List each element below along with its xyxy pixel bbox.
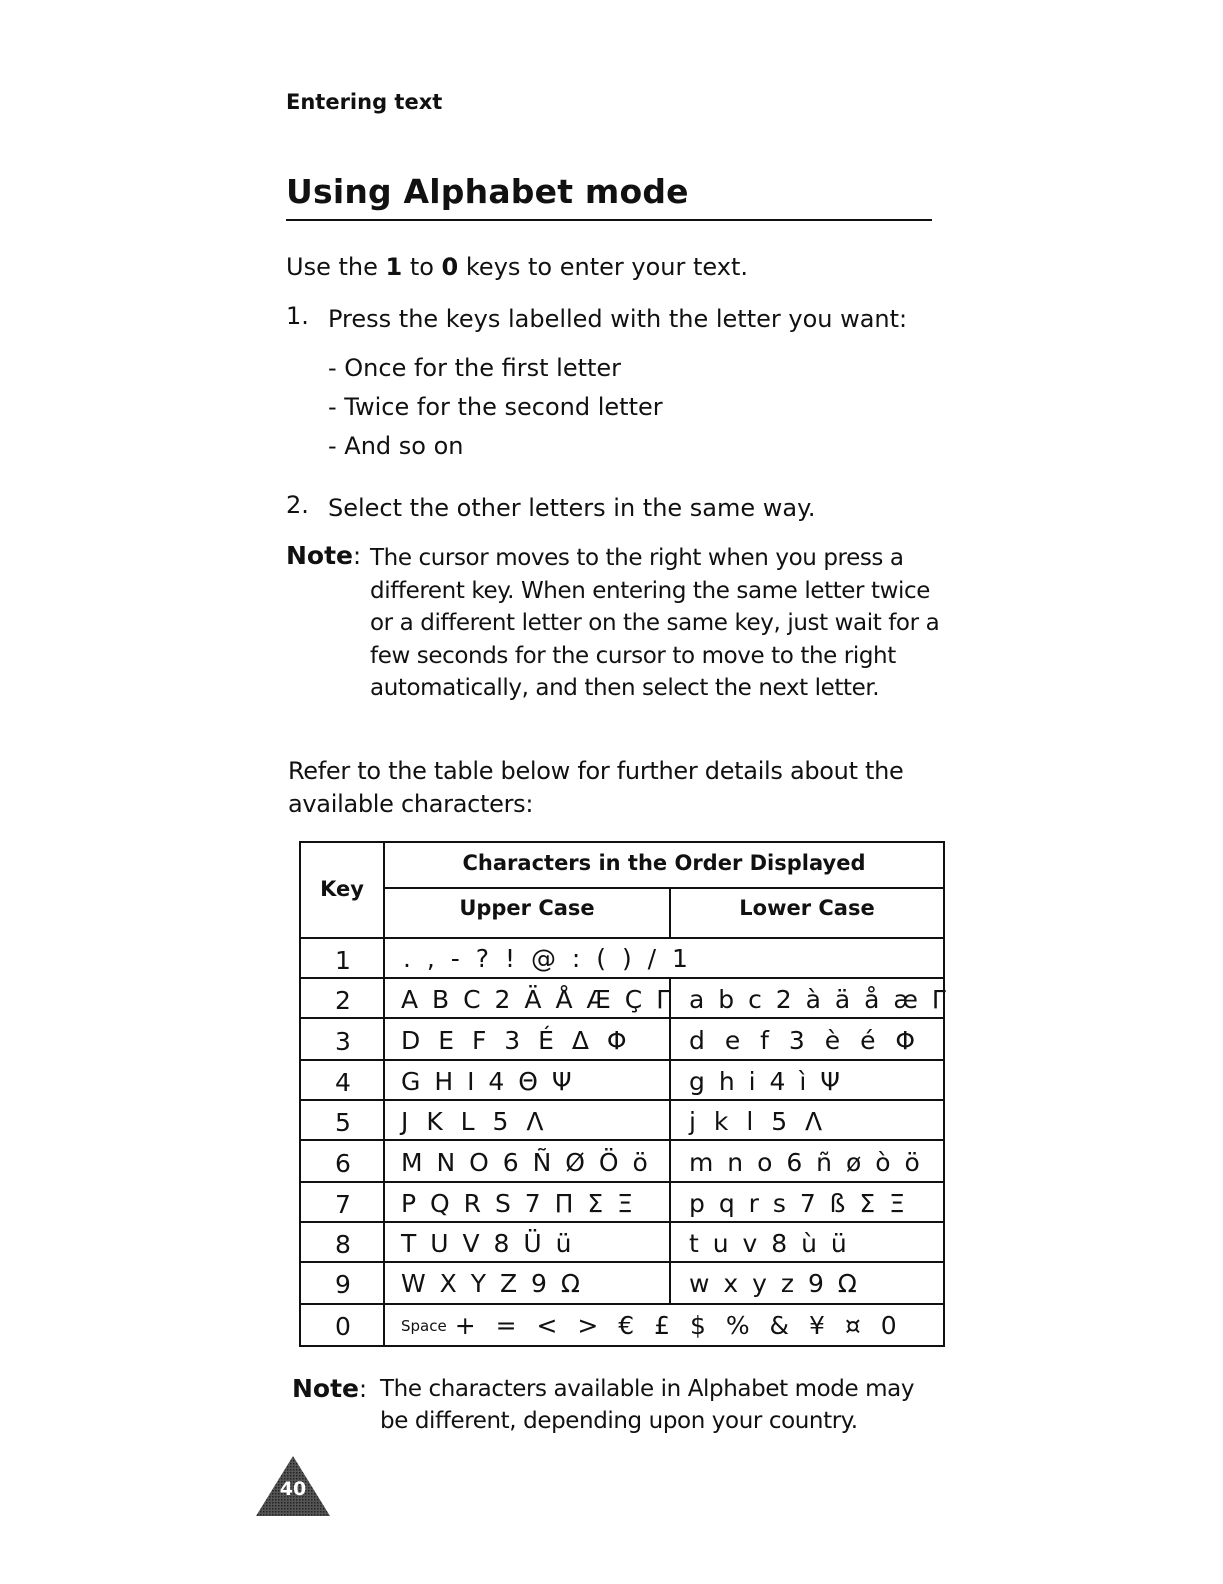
table-row-key: 3: [335, 1027, 351, 1056]
intro-text: Use the 1 to 0 keys to enter your text.: [286, 253, 748, 281]
table-row-key: 5: [335, 1108, 351, 1137]
section-label: Entering text: [286, 90, 443, 114]
page-number: 40: [279, 1478, 307, 1500]
upper-case-chars: W X Y Z 9 Ω: [401, 1269, 583, 1298]
table-row-key: 8: [335, 1230, 351, 1259]
lower-case-chars: a b c 2 à ä å æ Γ: [689, 985, 949, 1014]
table-row-key: 6: [335, 1149, 351, 1178]
lower-case-chars: g h i 4 ì Ψ: [689, 1067, 843, 1096]
lower-case-chars: t u v 8 ù ü: [689, 1229, 850, 1258]
lower-case-chars: p q r s 7 ß Σ Ξ: [689, 1189, 908, 1218]
refer-text: Refer to the table below for further details about the available characters:: [288, 757, 904, 818]
note-2-label: Note:: [292, 1374, 368, 1403]
step-2-text: Select the other letters in the same way.: [328, 494, 816, 522]
space-label: Space: [401, 1317, 447, 1335]
character-table: [299, 841, 949, 1347]
step-1-number: 1.: [286, 302, 309, 330]
page-number-badge: [254, 1454, 332, 1518]
upper-case-chars: P Q R S 7 Π Σ Ξ: [401, 1189, 636, 1218]
note-2-text: The characters available in Alphabet mode may be different, depending upon your country.: [380, 1376, 915, 1434]
key-0-label: 0: [441, 253, 459, 281]
header-characters: Characters in the Order Displayed: [462, 851, 866, 875]
bullet-item: - And so on: [328, 432, 464, 460]
table-row-key: 2: [335, 986, 351, 1015]
page-title: Using Alphabet mode: [286, 172, 689, 211]
table-row-key: 1: [335, 946, 351, 975]
table-row-chars: Space + = < > € £ $ % & ¥ ¤ 0: [401, 1311, 903, 1340]
lower-case-chars: d e f 3 è é Φ: [689, 1026, 922, 1055]
table-row-key: 7: [335, 1190, 351, 1219]
bullet-item: - Once for the first letter: [328, 354, 622, 382]
header-upper-case: Upper Case: [459, 896, 595, 920]
bullet-item: - Twice for the second letter: [328, 393, 663, 421]
header-lower-case: Lower Case: [739, 896, 875, 920]
upper-case-chars: A B C 2 Ä Å Æ Ç Γ: [401, 985, 674, 1014]
upper-case-chars: D E F 3 É Δ Φ: [401, 1026, 632, 1055]
key-1-label: 1: [385, 253, 403, 281]
upper-case-chars: M N O 6 Ñ Ø Ö ö: [401, 1148, 651, 1177]
table-row-chars: . , - ? ! @ : ( ) / 1: [403, 944, 692, 973]
step-2-number: 2.: [286, 491, 309, 519]
upper-case-chars: T U V 8 Ü ü: [401, 1229, 575, 1258]
lower-case-chars: w x y z 9 Ω: [689, 1269, 860, 1298]
lower-case-chars: j k l 5 Λ: [689, 1107, 828, 1136]
table-row-key: 9: [335, 1270, 351, 1299]
upper-case-chars: G H I 4 Θ Ψ: [401, 1067, 575, 1096]
table-row-key: 0: [335, 1312, 351, 1341]
title-underline: [286, 219, 932, 221]
note-1-text: The cursor moves to the right when you press a different key. When entering the same letter twice or a different letter on the same key, just wait for a few seconds for the cursor to move to the right automatically, and then select the next letter.: [370, 545, 940, 702]
header-key: Key: [320, 877, 364, 901]
upper-case-chars: J K L 5 Λ: [401, 1107, 549, 1136]
table-row-key: 4: [335, 1068, 351, 1097]
lower-case-chars: m n o 6 ñ ø ò ö: [689, 1148, 923, 1177]
note-1-label: Note:: [286, 541, 362, 570]
step-1-text: Press the keys labelled with the letter you want:: [328, 305, 908, 333]
